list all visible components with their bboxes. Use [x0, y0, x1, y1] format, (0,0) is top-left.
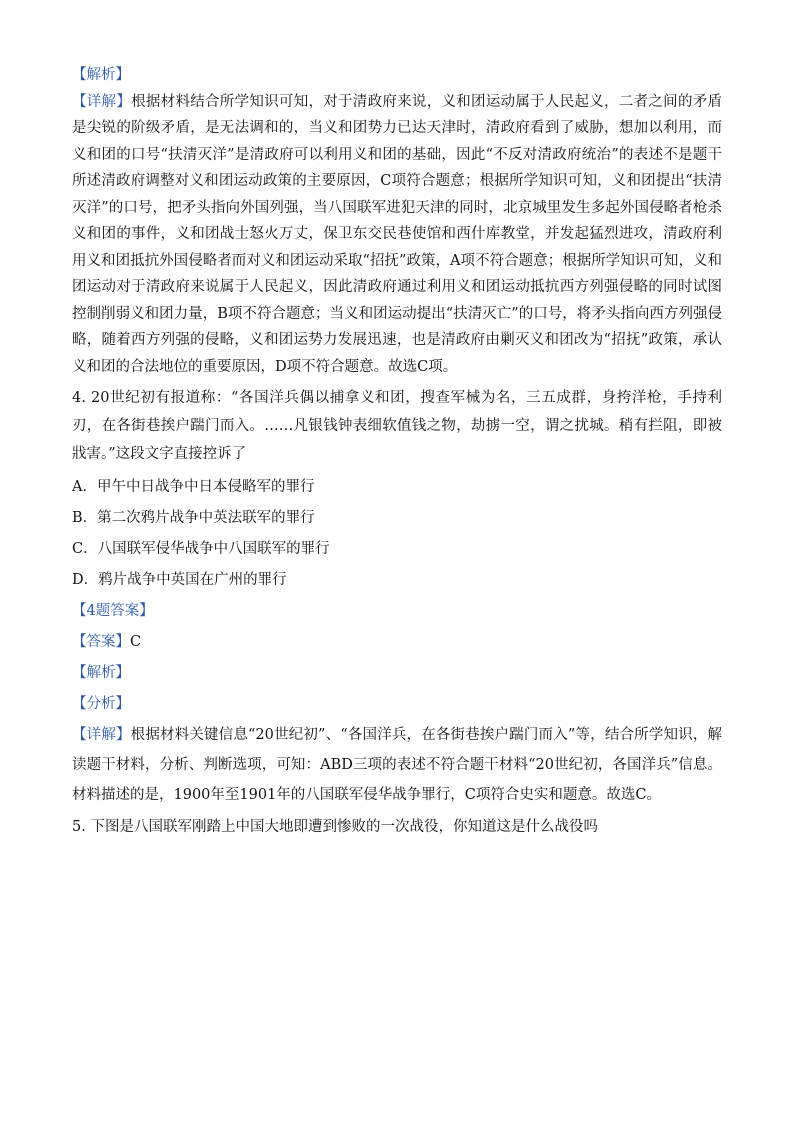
q4-option-d: D．鸦片战争中英国在广州的罪行 — [72, 572, 287, 588]
q4-option-b: B．第二次鸦片战争中英法联军的罪行 — [72, 510, 315, 526]
document-page — [72, 62, 722, 843]
q4-option-c: C．八国联军侵华战争中八国联军的罪行 — [72, 541, 330, 557]
q4-detail-text: 根据材料关键信息“20世纪初”、“各国洋兵，在各街巷挨户踹门而入”等，结合所学知识，解读题干材料，分析、判断选项，可知：ABD三项的表述不符合题干材料“20世纪初，各国洋兵”信息。材料描述的是，1900年至1901年的八国联军侵华战争罪行，C项符合史实和题意。故选C。 — [72, 727, 722, 803]
q4-stem: 4. 20世纪初有报道称：“各国洋兵偶以捕拿义和团，搜查军械为名，三五成群，身挎洋枪，手持利刃，在各街巷挨户踹门而入。……凡银钱钟表细软值钱之物，劫掳一空，谓之扰城。稍有拦阻，即被戕害。”这段文字直接控诉了 — [72, 390, 722, 462]
q3-analysis-label: 【解析】 — [72, 67, 130, 83]
q4-detail-label: 【详解】 — [72, 727, 131, 743]
q4-fenxi-label: 【分析】 — [72, 696, 130, 712]
q4-option-a: A．甲午中日战争中日本侵略军的罪行 — [72, 479, 315, 495]
q4-answer-label: 【答案】 — [72, 634, 130, 650]
q3-detail-paragraph — [72, 89, 722, 381]
q4-analysis-label: 【解析】 — [72, 665, 130, 681]
q4-detail-paragraph — [72, 720, 722, 810]
q3-detail-label: 【详解】 — [72, 93, 132, 110]
q4-answer-section-title: 【4题答案】 — [72, 603, 154, 619]
q4-answer-line — [72, 627, 722, 658]
q4-answer-value: C — [130, 634, 142, 650]
q5-stem: 5. 下图是八国联军刚踏上中国大地即遭到惨败的一次战役，你知道这是什么战役吗 — [72, 819, 598, 835]
q3-detail-text: 根据材料结合所学知识可知，对于清政府来说，义和团运动属于人民起义，二者之间的矛盾是尖锐的阶级矛盾，是无法调和的，当义和团势力已达天津时，清政府看到了威胁，想加以利用，而义和团的口号“扶清灭洋”是清政府可以利用义和团的基础，因此“不反对清政府统治”的表述不是题干所述清政府调整对义和团运动政策的主要原因，C项符合题意；根据所学知识可知，义和团提出“扶清灭洋”的口号，把矛头指向外国列强，当八国联军进犯天津的同时，北京城里发生多起外国侵略者枪杀义和团的事件，义和团战士怒火万丈，保卫东交民巷使馆和西什库教堂，并发起猛烈进攻，清政府利用义和团抵抗外国侵略者而对义和团运动采取“招抚”政策，A项不符合题意；根据所学知识可知，义和团运动对于清政府来说属于人民起义，因此清政府通过利用义和团运动抵抗西方列强侵略的同时试图控制削弱义和团力量，B项不符合题意；当义和团运动提出“扶清灭亡”的口号，将矛头指向西方列强侵略，随着西方列强的侵略，义和团运势力发展迅速，也是清政府由剿灭义和团改为“招抚”政策，承认义和团的合法地位的重要原因，D项不符合题意。故选C项。 — [72, 93, 723, 375]
